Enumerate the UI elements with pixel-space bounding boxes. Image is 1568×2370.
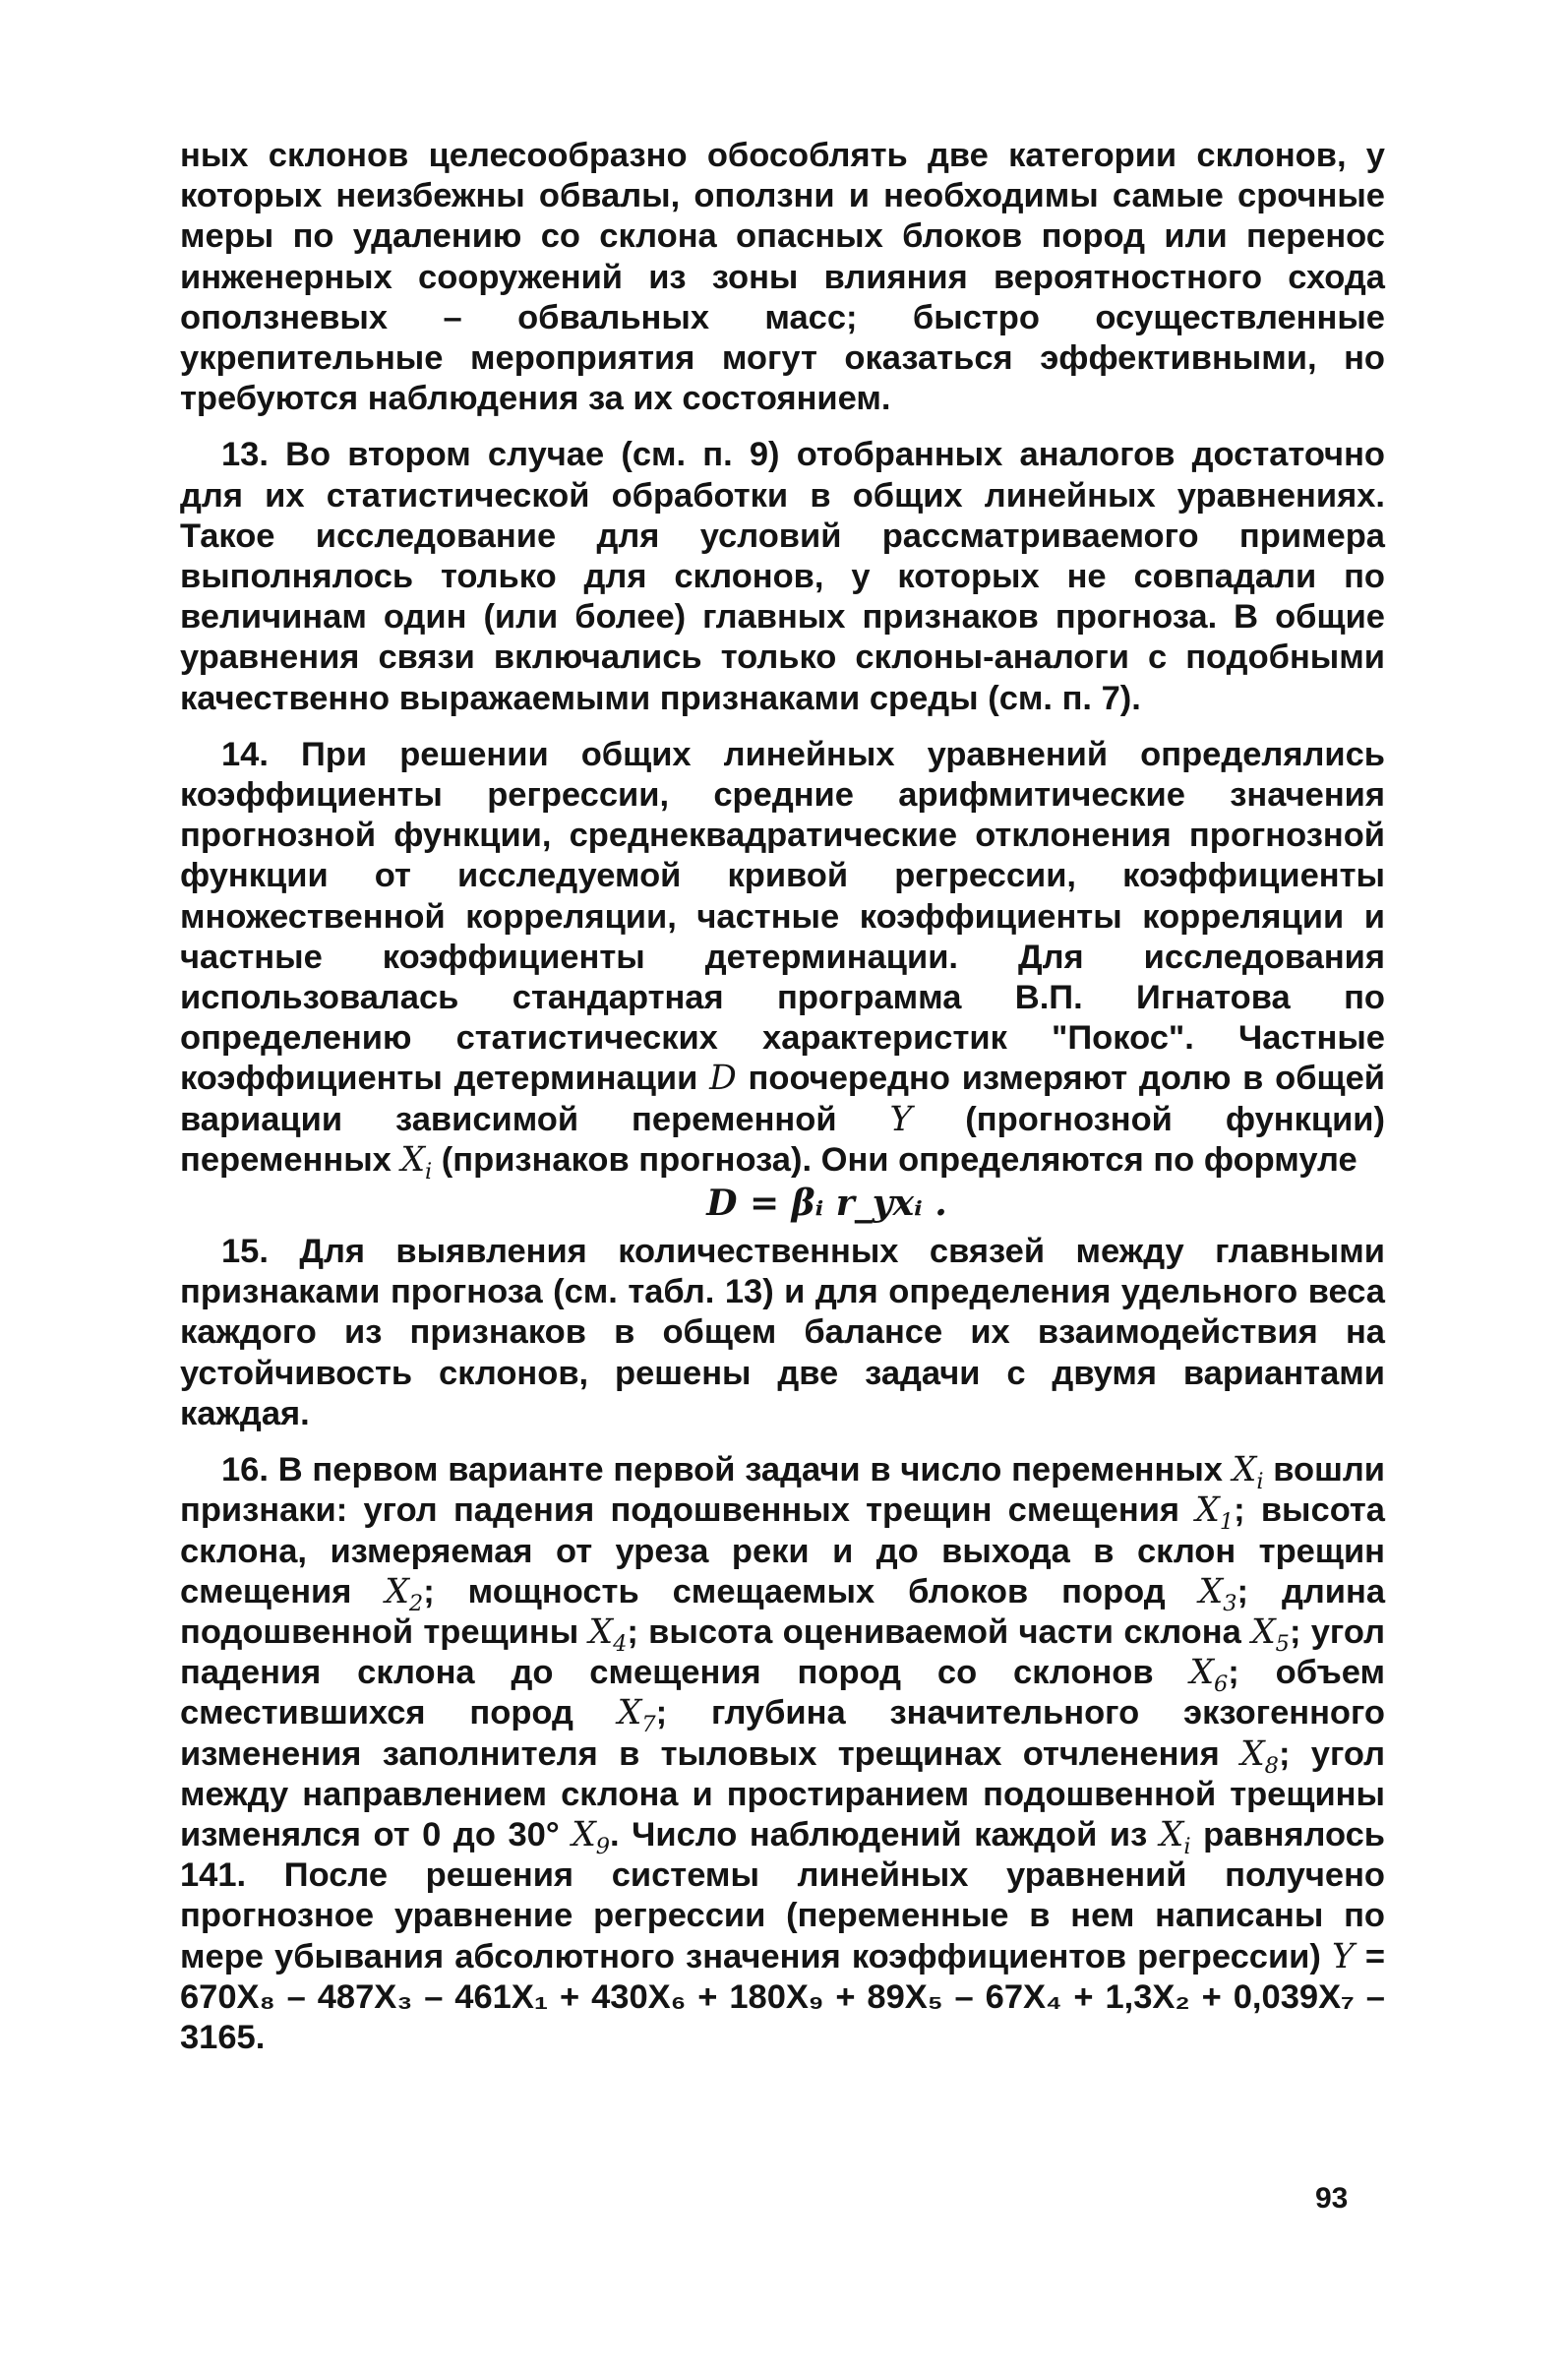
symbol-x4: $X_4$ <box>588 1611 628 1657</box>
symbol-x9: $X_9$ <box>572 1814 611 1859</box>
symbol-x3: $X_3$ <box>1198 1571 1237 1616</box>
symbol-x7: $X_7$ <box>617 1693 656 1738</box>
page-body <box>180 136 1385 2058</box>
symbol-y: Y <box>889 1099 913 1139</box>
paragraph-15: 15. Для выявления количественных связей между главными признаками прогноза (см. табл. 13) и для определения удельного веса каждого из признаков в общем балансе их взаимодействия на устойчивость склонов, решены две задачи с двумя вариантами каждая. <box>180 1233 1385 1432</box>
p16-text-i: ; глубина значительного экзогенного изменения заполнителя в тыловых трещинах отчленения <box>180 1694 1385 1773</box>
symbol-x6: $X_6$ <box>1189 1653 1229 1697</box>
p14-text-2: поочередно измеряют долю в общей вариации зависимой переменной <box>180 1060 1386 1138</box>
p14-text-1: 14. При решении общих линейных уравнений определялись коэффициенты регрессии, средние арифмитические значения прогнозной функции, среднеквадратические отклонения прогнозной функции от исследуемой кривой регрессии, коэффициенты множественной корреляции, частные коэффициенты корреляции и частные коэффициенты детерминации. Для исследования использовалась стандартная программа В.П. Игнатова по определению статистических характеристик "Покос". Частные коэффициенты детерминации <box>180 735 1385 1098</box>
symbol-y-2: Y <box>1331 1936 1355 1976</box>
p14-text-3: (прогнозной функции) переменных <box>180 1100 1385 1179</box>
p16-text-c: ; высота склона, измеряемая от уреза реки и до выхода в склон трещин смещения <box>180 1491 1385 1610</box>
p16-text-l: равнялось 141. После решения системы линейных уравнений получено прогнозное уравнение регрессии (переменные в нем написаны по мере убывания абсолютного значения коэффициентов регрессии) <box>180 1815 1385 1975</box>
symbol-x1: $X_1$ <box>1195 1490 1235 1536</box>
p16-text-d: ; мощность смещаемых блоков пород <box>423 1572 1166 1610</box>
symbol-d: D <box>709 1059 737 1099</box>
symbol-xi: $X_i$ <box>400 1139 433 1185</box>
p16-text-a: 16. В первом варианте первой задачи в число переменных <box>221 1451 1223 1489</box>
p16-text-f: ; высота оцениваемой части склона <box>627 1612 1241 1651</box>
symbol-x8: $X_8$ <box>1240 1733 1279 1779</box>
p16-text-j: ; угол между направлением склона и простиранием подошвенной трещины изменялся от 0 до 30° <box>180 1734 1385 1853</box>
symbol-xi-3: $X_i$ <box>1159 1814 1191 1859</box>
paragraph-16 <box>180 1450 1385 2058</box>
paragraph-continuation: ных склонов целесообразно обособлять две категории склонов, у которых неизбежны обвалы, оползни и необходимы самые срочные меры по удалению со склона опасных блоков пород или перенос инженерных сооружений из зоны влияния вероятностного схода оползневых – обвальных масс; быстро осуществленные укрепительные мероприятия могут оказаться эффективными, но требуются наблюдения за их состоянием. <box>180 137 1385 418</box>
paragraph-14 <box>180 735 1386 1185</box>
p16-text-k: . Число наблюдений каждой из <box>610 1815 1148 1853</box>
formula-determination: D = βᵢ r_yxᵢ . <box>706 1183 947 1225</box>
symbol-xi-2: $X_i$ <box>1232 1450 1264 1494</box>
symbol-x2: $X_2$ <box>385 1571 424 1616</box>
p16-text-h: ; объем сместившихся пород <box>180 1654 1385 1732</box>
symbol-x5: $X_5$ <box>1251 1611 1290 1657</box>
p16-text-g: ; угол падения склона до смещения пород со склонов <box>180 1612 1385 1692</box>
p16-text-e: ; длина подошвенной трещины <box>180 1572 1386 1651</box>
paragraph-13: 13. Во втором случае (см. п. 9) отобранных аналогов достаточно для их статистической обработки в общих линейных уравнениях. Такое исследование для условий рассматриваемого примера выполнялось только для склонов, у которых не совпадали по величинам один (или более) главных признаков прогноза. В общие уравнения связи включались только склоны-аналоги с подобными качественно выражаемыми признаками среды (см. п. 7). <box>180 436 1385 717</box>
p16-text-b: вошли признаки: угол падения подошвенных трещин смещения <box>180 1451 1385 1530</box>
page-number: 93 <box>1315 2182 1349 2215</box>
regression-equation: = 670X₈ – 487X₃ – 461X₁ + 430X₆ + 180X₉ + 89X₅ – 67X₄ + 1,3X₂ + 0,039X₇ – 3165. <box>180 1937 1386 2056</box>
p14-text-4: (признаков прогноза). Они определяются по формуле <box>441 1140 1357 1179</box>
